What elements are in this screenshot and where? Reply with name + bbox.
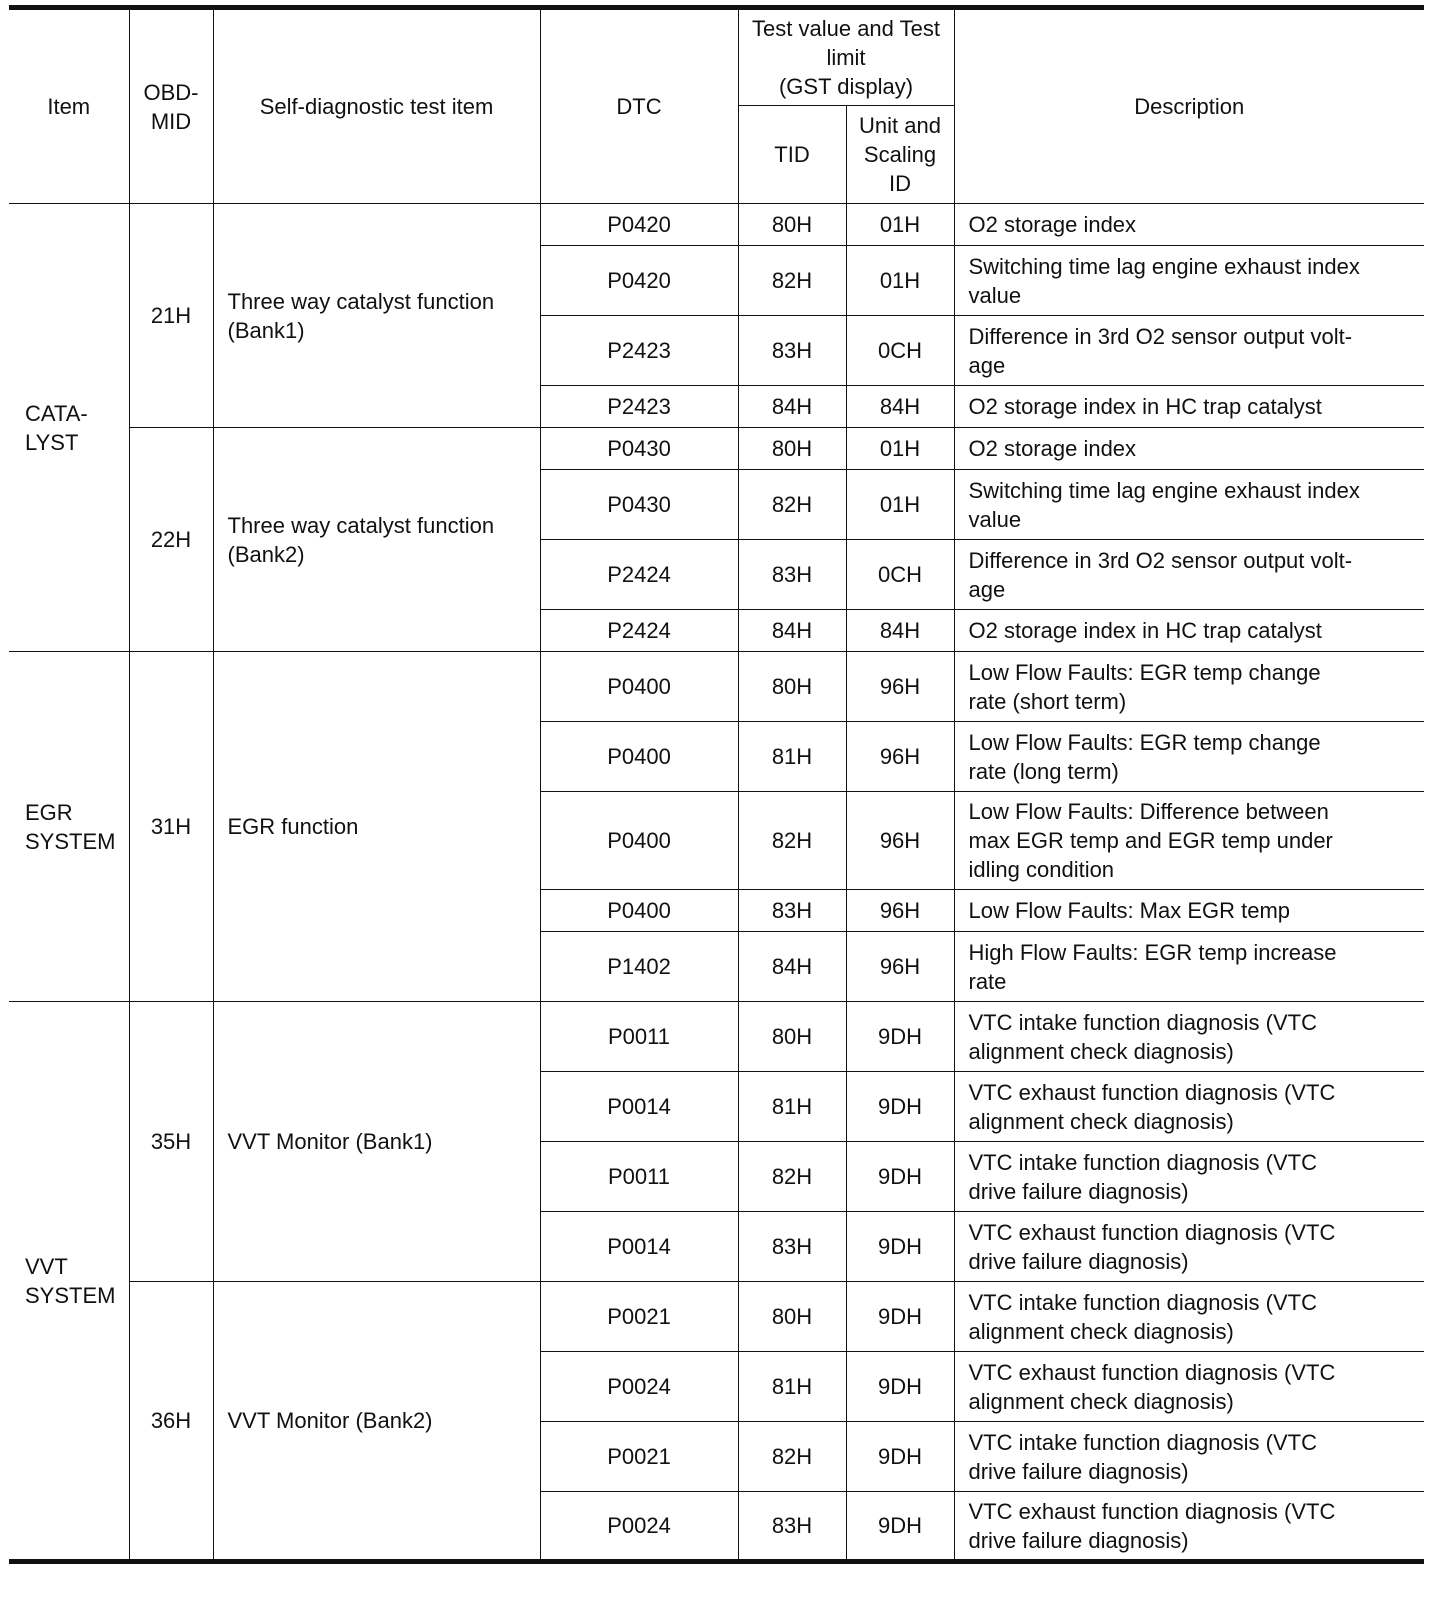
dtc-cell: P2424 bbox=[540, 540, 738, 610]
test-item-cell: VVT Monitor (Bank2) bbox=[213, 1282, 540, 1562]
item-cell: VVT SYSTEM bbox=[9, 1002, 129, 1562]
tid-cell: 80H bbox=[738, 204, 846, 246]
description-cell: Low Flow Faults: EGR temp change rate (long term) bbox=[954, 722, 1424, 792]
description-cell: VTC intake function diagnosis (VTC alignment check diagnosis) bbox=[954, 1002, 1424, 1072]
description-cell: O2 storage index bbox=[954, 204, 1424, 246]
test-item-cell: Three way catalyst function (Bank1) bbox=[213, 204, 540, 428]
obd-mid-cell: 21H bbox=[129, 204, 213, 428]
description-cell: High Flow Faults: EGR temp increase rate bbox=[954, 932, 1424, 1002]
description-cell: Low Flow Faults: Difference between max EGR temp and EGR temp under idling condition bbox=[954, 792, 1424, 890]
description-cell: VTC intake function diagnosis (VTC alignment check diagnosis) bbox=[954, 1282, 1424, 1352]
header-dtc: DTC bbox=[540, 8, 738, 204]
tid-cell: 83H bbox=[738, 1492, 846, 1562]
obd-mid-cell: 35H bbox=[129, 1002, 213, 1282]
dtc-cell: P0011 bbox=[540, 1002, 738, 1072]
obd-test-table bbox=[9, 5, 1424, 1564]
dtc-cell: P2423 bbox=[540, 316, 738, 386]
description-cell: O2 storage index in HC trap catalyst bbox=[954, 386, 1424, 428]
dtc-cell: P0021 bbox=[540, 1282, 738, 1352]
tid-cell: 81H bbox=[738, 722, 846, 792]
header-description: Description bbox=[954, 8, 1424, 204]
unit-scaling-id-cell: 01H bbox=[846, 204, 954, 246]
obd-mid-cell: 22H bbox=[129, 428, 213, 652]
unit-scaling-id-cell: 96H bbox=[846, 792, 954, 890]
unit-scaling-id-cell: 9DH bbox=[846, 1282, 954, 1352]
table-row bbox=[9, 1282, 1424, 1352]
tid-cell: 82H bbox=[738, 246, 846, 316]
dtc-cell: P0024 bbox=[540, 1352, 738, 1422]
description-cell: Low Flow Faults: EGR temp change rate (short term) bbox=[954, 652, 1424, 722]
description-cell: Switching time lag engine exhaust index value bbox=[954, 246, 1424, 316]
description-cell: VTC exhaust function diagnosis (VTC alignment check diagnosis) bbox=[954, 1352, 1424, 1422]
dtc-cell: P0014 bbox=[540, 1072, 738, 1142]
obd-mid-cell: 31H bbox=[129, 652, 213, 1002]
header-test-item: Self-diagnostic test item bbox=[213, 8, 540, 204]
dtc-cell: P0420 bbox=[540, 204, 738, 246]
dtc-cell: P0021 bbox=[540, 1422, 738, 1492]
dtc-cell: P0024 bbox=[540, 1492, 738, 1562]
obd-mid-cell: 36H bbox=[129, 1282, 213, 1562]
description-cell: VTC intake function diagnosis (VTC drive failure diagnosis) bbox=[954, 1142, 1424, 1212]
unit-scaling-id-cell: 01H bbox=[846, 428, 954, 470]
dtc-cell: P0400 bbox=[540, 890, 738, 932]
unit-scaling-id-cell: 01H bbox=[846, 246, 954, 316]
test-item-cell: VVT Monitor (Bank1) bbox=[213, 1002, 540, 1282]
description-cell: Difference in 3rd O2 sensor output volt- age bbox=[954, 540, 1424, 610]
table-header bbox=[9, 8, 1424, 204]
table-row bbox=[9, 1002, 1424, 1072]
description-cell: Switching time lag engine exhaust index value bbox=[954, 470, 1424, 540]
unit-scaling-id-cell: 01H bbox=[846, 470, 954, 540]
dtc-cell: P0011 bbox=[540, 1142, 738, 1212]
unit-scaling-id-cell: 96H bbox=[846, 652, 954, 722]
tid-cell: 82H bbox=[738, 792, 846, 890]
description-cell: VTC exhaust function diagnosis (VTC alignment check diagnosis) bbox=[954, 1072, 1424, 1142]
tid-cell: 82H bbox=[738, 470, 846, 540]
dtc-cell: P0420 bbox=[540, 246, 738, 316]
unit-scaling-id-cell: 9DH bbox=[846, 1212, 954, 1282]
unit-scaling-id-cell: 9DH bbox=[846, 1142, 954, 1212]
tid-cell: 83H bbox=[738, 890, 846, 932]
header-test-value: Test value and Test limit (GST display) bbox=[738, 8, 954, 106]
tid-cell: 81H bbox=[738, 1072, 846, 1142]
description-cell: VTC intake function diagnosis (VTC drive failure diagnosis) bbox=[954, 1422, 1424, 1492]
tid-cell: 81H bbox=[738, 1352, 846, 1422]
test-item-cell: EGR function bbox=[213, 652, 540, 1002]
dtc-cell: P2424 bbox=[540, 610, 738, 652]
header-unit-scaling-id: Unit and Scaling ID bbox=[846, 106, 954, 204]
table-row bbox=[9, 428, 1424, 470]
unit-scaling-id-cell: 9DH bbox=[846, 1492, 954, 1562]
tid-cell: 80H bbox=[738, 428, 846, 470]
unit-scaling-id-cell: 0CH bbox=[846, 540, 954, 610]
dtc-cell: P0430 bbox=[540, 470, 738, 540]
tid-cell: 84H bbox=[738, 610, 846, 652]
tid-cell: 82H bbox=[738, 1422, 846, 1492]
tid-cell: 83H bbox=[738, 316, 846, 386]
test-item-cell: Three way catalyst function (Bank2) bbox=[213, 428, 540, 652]
unit-scaling-id-cell: 96H bbox=[846, 932, 954, 1002]
unit-scaling-id-cell: 96H bbox=[846, 722, 954, 792]
dtc-cell: P0400 bbox=[540, 652, 738, 722]
dtc-cell: P0430 bbox=[540, 428, 738, 470]
unit-scaling-id-cell: 9DH bbox=[846, 1352, 954, 1422]
item-cell: EGR SYSTEM bbox=[9, 652, 129, 1002]
item-cell: CATA- LYST bbox=[9, 204, 129, 652]
tid-cell: 80H bbox=[738, 1002, 846, 1072]
tid-cell: 83H bbox=[738, 1212, 846, 1282]
tid-cell: 82H bbox=[738, 1142, 846, 1212]
description-cell: VTC exhaust function diagnosis (VTC drive failure diagnosis) bbox=[954, 1492, 1424, 1562]
dtc-cell: P0400 bbox=[540, 792, 738, 890]
description-cell: Difference in 3rd O2 sensor output volt- age bbox=[954, 316, 1424, 386]
dtc-cell: P1402 bbox=[540, 932, 738, 1002]
unit-scaling-id-cell: 84H bbox=[846, 610, 954, 652]
header-obd-mid: OBD- MID bbox=[129, 8, 213, 204]
tid-cell: 84H bbox=[738, 932, 846, 1002]
description-cell: Low Flow Faults: Max EGR temp bbox=[954, 890, 1424, 932]
description-cell: VTC exhaust function diagnosis (VTC drive failure diagnosis) bbox=[954, 1212, 1424, 1282]
unit-scaling-id-cell: 9DH bbox=[846, 1002, 954, 1072]
table-row bbox=[9, 652, 1424, 722]
tid-cell: 80H bbox=[738, 1282, 846, 1352]
unit-scaling-id-cell: 96H bbox=[846, 890, 954, 932]
description-cell: O2 storage index bbox=[954, 428, 1424, 470]
unit-scaling-id-cell: 9DH bbox=[846, 1422, 954, 1492]
dtc-cell: P0400 bbox=[540, 722, 738, 792]
header-item: Item bbox=[9, 8, 129, 204]
tid-cell: 84H bbox=[738, 386, 846, 428]
tid-cell: 83H bbox=[738, 540, 846, 610]
header-tid: TID bbox=[738, 106, 846, 204]
table-body bbox=[9, 204, 1424, 1562]
dtc-cell: P0014 bbox=[540, 1212, 738, 1282]
tid-cell: 80H bbox=[738, 652, 846, 722]
unit-scaling-id-cell: 0CH bbox=[846, 316, 954, 386]
unit-scaling-id-cell: 84H bbox=[846, 386, 954, 428]
description-cell: O2 storage index in HC trap catalyst bbox=[954, 610, 1424, 652]
dtc-cell: P2423 bbox=[540, 386, 738, 428]
table-row bbox=[9, 204, 1424, 246]
unit-scaling-id-cell: 9DH bbox=[846, 1072, 954, 1142]
